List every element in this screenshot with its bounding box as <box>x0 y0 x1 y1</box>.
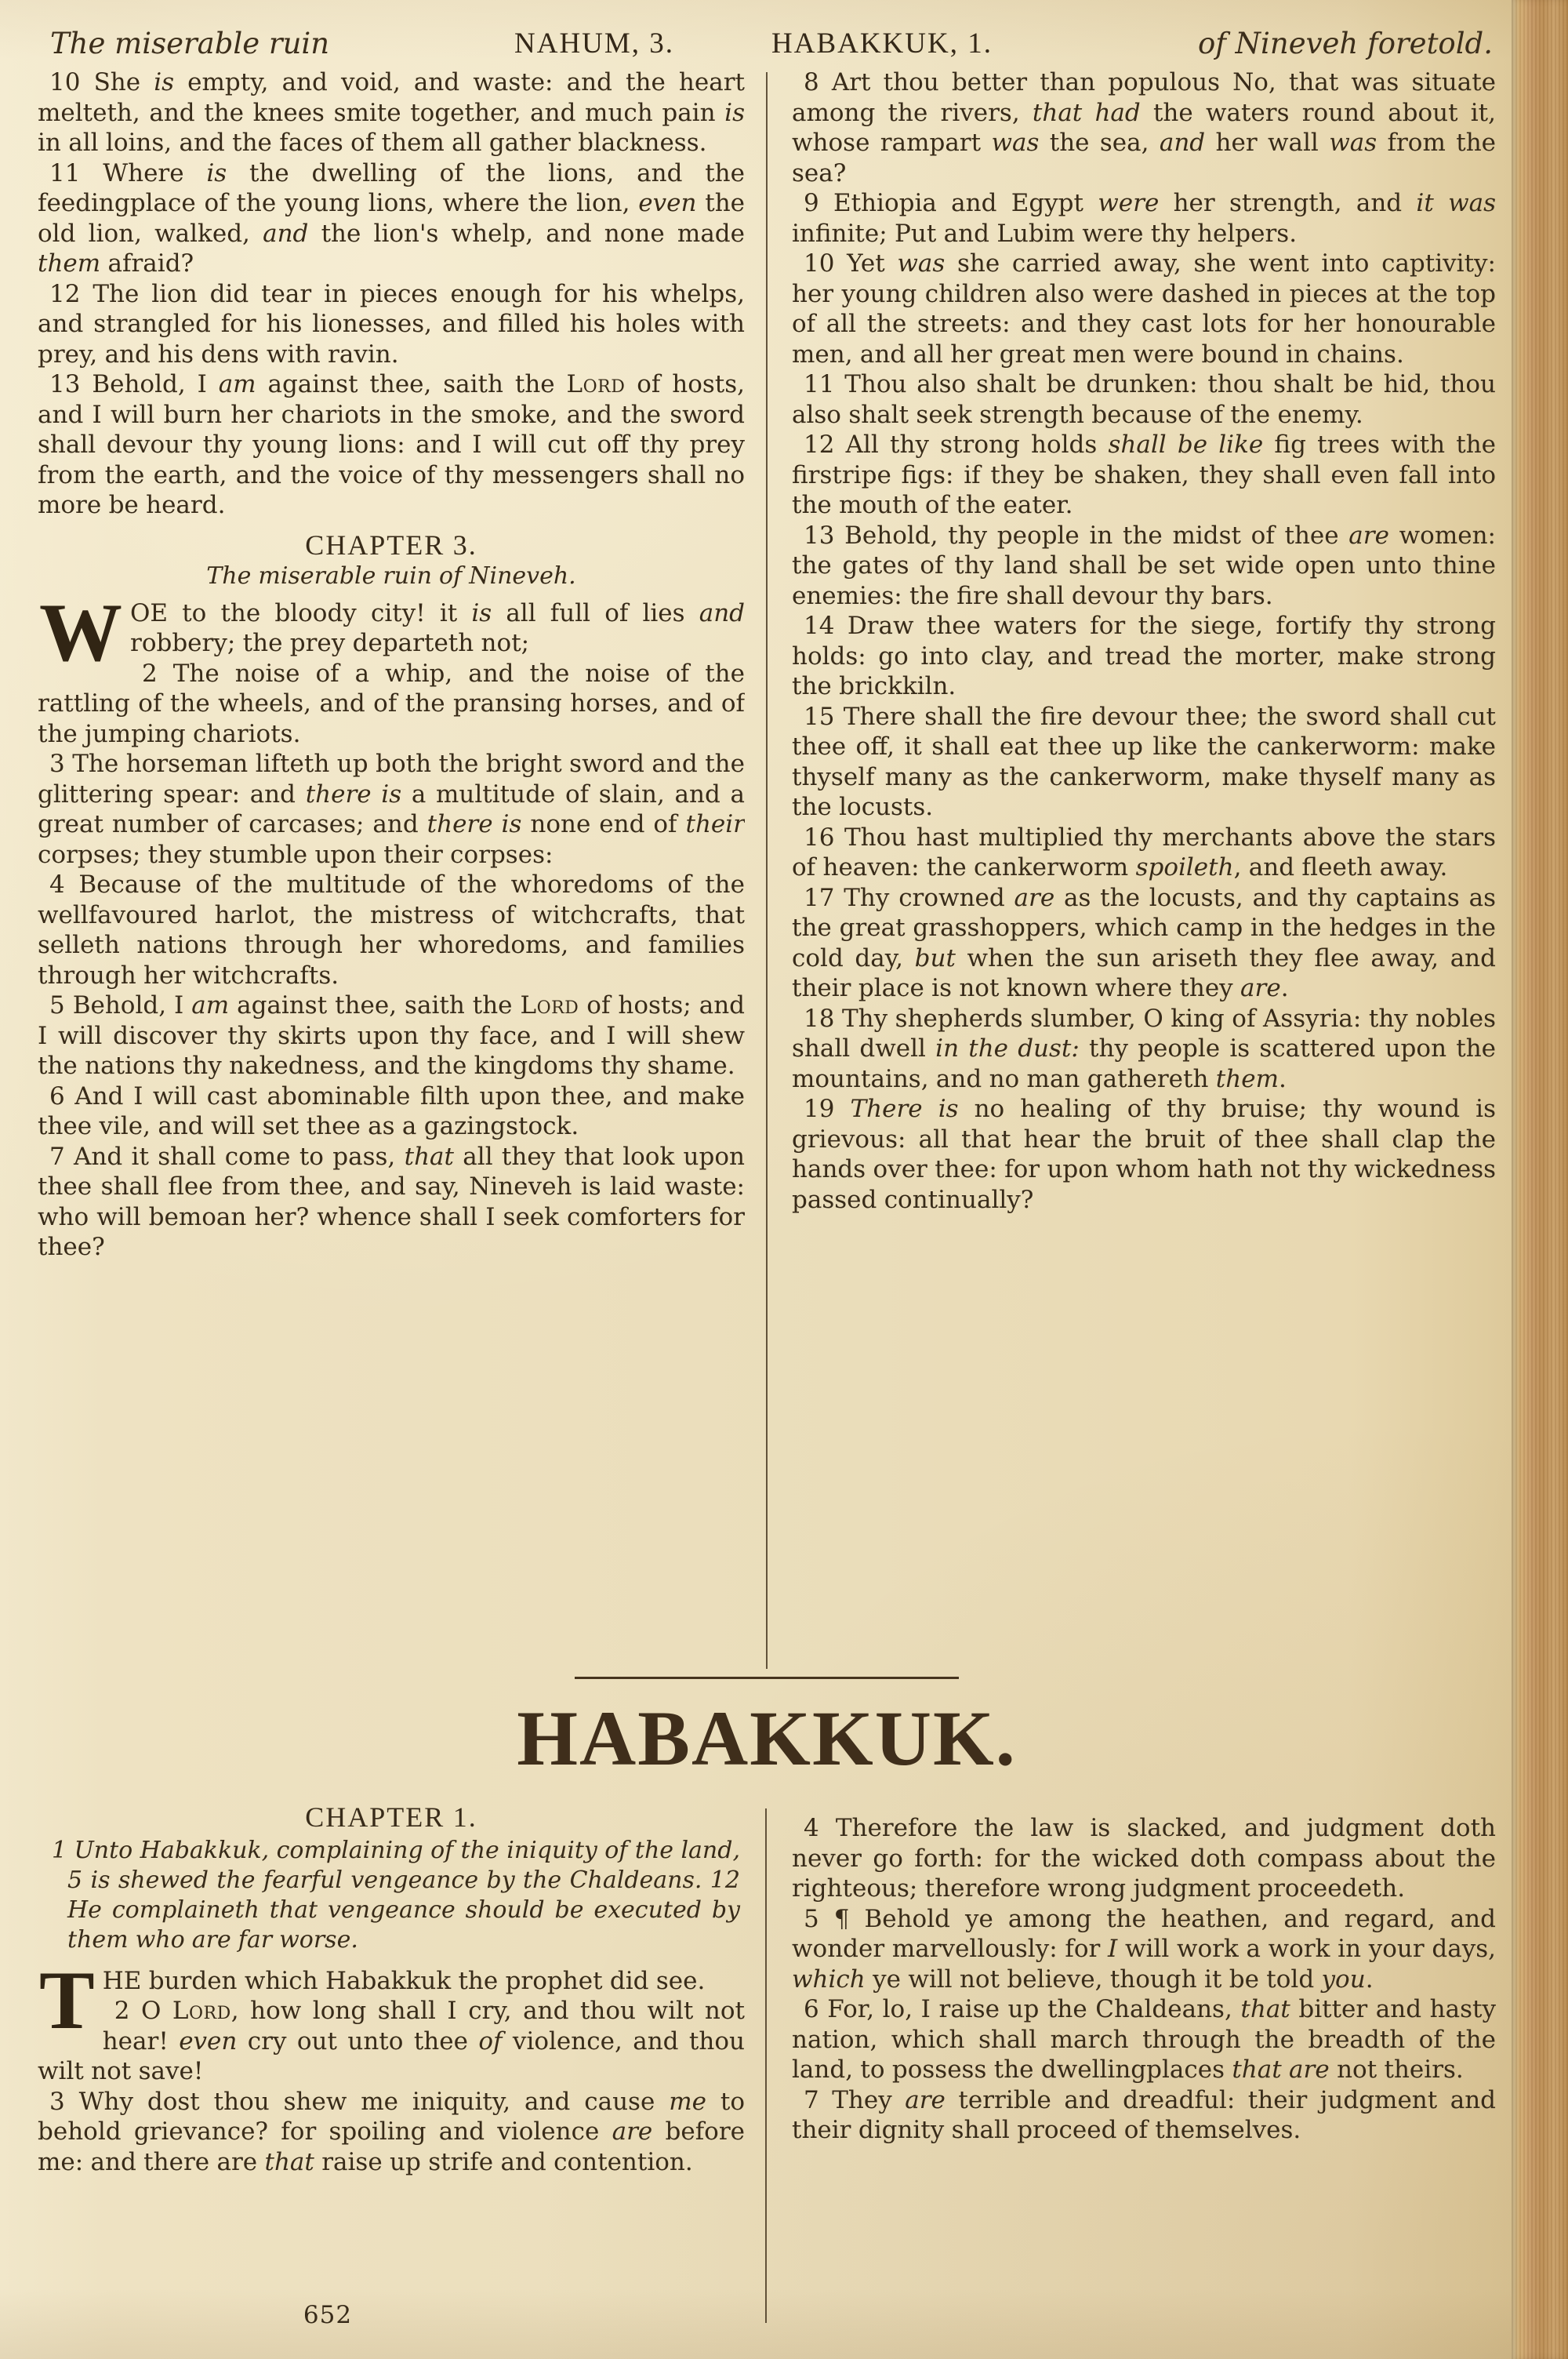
page-edge-strip <box>1512 0 1568 2359</box>
verse: 12 All thy strong holds shall be like fig trees with the firstripe figs: if they be shaken, they shall even fall into the mouth of the eater. <box>792 431 1496 519</box>
habakkuk-verses-left <box>38 1996 745 2177</box>
verse: 12 The lion did tear in pieces enough for his whelps, and strangled for his lionesses, and filled his holes with prey, and his dens with ravin. <box>38 279 745 369</box>
nahum-ch3-verses-right <box>792 67 1496 1215</box>
verse: 3 The horseman lifteth up both the bright sword and the glittering spear: and there is a multitude of slain, and a great number of carcases; and there is none end of their corpses; they stumble upon their corpses: <box>38 750 745 869</box>
running-head-nahum-ref: NAHUM, 3. <box>514 27 675 60</box>
habakkuk-verses-right <box>792 1813 1496 2146</box>
chapter-3-subtitle: The miserable ruin of Nineveh. <box>206 562 576 590</box>
verse-text: HE burden which Habakkuk the prophet did see. <box>102 1966 706 1995</box>
book-title-rule <box>575 1677 959 1679</box>
habakkuk-book-title: HABAKKUK. <box>517 1695 1017 1782</box>
verse: 6 For, lo, I raise up the Chaldeans, that bitter and hasty nation, which shall march through the breadth of the land, to possess the dwellingplaces that are not theirs. <box>792 1995 1496 2084</box>
drop-cap-letter-w: W <box>39 586 122 678</box>
chapter-1-summary: 1 Unto Habakkuk, complaining of the iniquity of the land, 5 is shewed the fearful vengeance by the Chaldeans. 12 He complaineth that vengeance should be executed by them who are far worse. <box>52 1836 740 1954</box>
verse: 5 Behold, I am against thee, saith the Lord of hosts; and I will discover thy skirts upon thy face, and I will shew the nations thy nakedness, and the kingdoms thy shame. <box>38 991 745 1080</box>
book-break <box>2 1677 1532 1782</box>
verse: 5 ¶ Behold ye among the heathen, and regard, and wonder marvellously: for I will work a work in your days, which ye will not believe, though it be told you. <box>792 1904 1496 1994</box>
verse: 10 Yet was she carried away, she went into captivity: her young children also were dashed in pieces at the top of all the streets: and they cast lots for her honourable men, and all her great men were bound in chains. <box>792 249 1496 369</box>
drop-cap-letter-t: T <box>39 1954 95 2046</box>
verse: 15 There shall the fire devour thee; the sword shall cut thee off, it shall eat thee up like the cankerworm: make thyself many as the cankerworm, make thyself many as the locusts. <box>792 702 1496 821</box>
verse: 11 Where is the dwelling of the lions, and the feedingplace of the young lions, where the lion, even the old lion, walked, and the lion's whelp, and none made them afraid? <box>38 158 745 278</box>
verse: 18 Thy shepherds slumber, O king of Assyria: thy nobles shall dwell in the dust: thy people is scattered upon the mountains, and no man gathereth them. <box>792 1004 1496 1093</box>
verse: 6 And I will cast abominable filth upon thee, and make thee vile, and will set thee as a gazingstock. <box>38 1081 745 1140</box>
chapter-1-heading: CHAPTER 1. <box>305 1801 477 1833</box>
habakkuk-right-column <box>792 1801 1496 2350</box>
verse: 4 Because of the multitude of the whoredoms of the wellfavoured harlot, the mistress of witchcrafts, that selleth nations through her whoredoms, and families through her witchcrafts. <box>38 871 745 990</box>
running-head-left-caption: The miserable ruin <box>50 27 330 60</box>
verse: 11 Thou also shalt be drunken: thou shalt be hid, thou also shalt seek strength because of the enemy. <box>792 370 1496 429</box>
verse: 10 She is empty, and void, and waste: and the heart melteth, and the knees smite together, and much pain is in all loins, and the faces of them all gather blackness. <box>38 68 745 157</box>
verse: 13 Behold, I am against thee, saith the Lord of hosts, and I will burn her chariots in the smoke, and the sword shall devour thy young lions: and I will cut off thy prey from the earth, and the voice of thy messengers shall no more be heard. <box>38 370 745 519</box>
nahum-ch2-verses <box>38 67 745 521</box>
verse: 8 Art thou better than populous No, that was situate among the rivers, that had the waters round about it, whose rampart was the sea, and her wall was from the sea? <box>792 68 1496 187</box>
verse: 7 And it shall come to pass, that all they that look upon thee shall flee from thee, and say, Nineveh is laid waste: who will bemoan her? whence shall I seek comforters for thee? <box>38 1142 745 1261</box>
verse: 3 Why dost thou shew me iniquity, and cause me to behold grievance? for spoiling and violence are before me: and there are that raise up strife and contention. <box>38 2087 745 2176</box>
verse: 13 Behold, thy people in the midst of thee are women: the gates of thy land shall be set wide open unto thine enemies: the fire shall devour thy bars. <box>792 521 1496 610</box>
running-head-habakkuk-ref: HABAKKUK, 1. <box>771 27 993 60</box>
running-head-right-caption: of Nineveh foretold. <box>1197 27 1493 60</box>
column-divider-habakkuk <box>765 1808 767 2323</box>
nahum-left-column <box>38 67 745 1675</box>
page-number: 652 <box>303 2301 353 2329</box>
verse: 16 Thou hast multiplied thy merchants above the stars of heaven: the cankerworm spoileth, and fleeth away. <box>792 823 1496 881</box>
running-head <box>47 27 1493 64</box>
verse: 2 The noise of a whip, and the noise of the rattling of the wheels, and of the pransing horses, and of the jumping chariots. <box>38 659 745 748</box>
nahum-right-column <box>792 67 1496 1685</box>
verse-text: OE to the bloody city! it is all full of lies and robbery; the prey departeth not; <box>130 598 745 657</box>
verse: 4 Therefore the law is slacked, and judgment doth never go forth: for the wicked doth compass about the righteous; therefore wrong judgment proceedeth. <box>792 1814 1496 1903</box>
habakkuk-left-column <box>38 1801 745 2318</box>
verse: 2 O Lord, how long shall I cry, and thou wilt not hear! even cry out unto thee of violence, and thou wilt not save! <box>38 1997 745 2085</box>
verse: 19 There is no healing of thy bruise; thy wound is grievous: all that hear the bruit of thee shall clap the hands over thee: for upon whom hath not thy wickedness passed continually? <box>792 1095 1496 1214</box>
verse-with-drop-cap <box>38 586 745 678</box>
verse: 9 Ethiopia and Egypt were her strength, and it was infinite; Put and Lubim were thy helpers. <box>792 189 1496 248</box>
nahum-ch3-verses <box>38 659 745 1263</box>
verse: 7 They are terrible and dreadful: their judgment and their dignity shall proceed of themselves. <box>792 2085 1496 2144</box>
verse: 17 Thy crowned are as the locusts, and thy captains as the great grasshoppers, which camp in the hedges in the cold day, but when the sun ariseth they flee away, and their place is not known where they are. <box>792 883 1496 1002</box>
column-divider-nahum <box>766 72 768 1669</box>
verse: 14 Draw thee waters for the siege, fortify thy strong holds: go into clay, and tread the morter, make strong the brickkiln. <box>792 612 1496 700</box>
chapter-3-heading: CHAPTER 3. <box>305 529 477 561</box>
